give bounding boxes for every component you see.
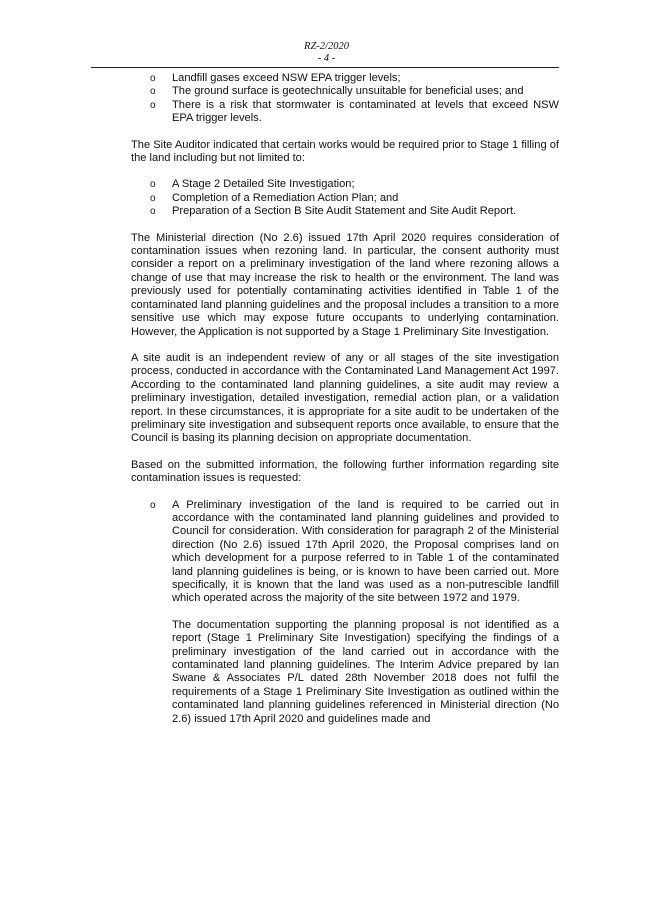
paragraph-information-request: Based on the submitted information, the following further information regarding site contamination issues is requested: <box>131 458 559 485</box>
list-item-text: A Preliminary investigation of the land is required to be carried out in accordance with the contaminated land planning guidelines and provided to Council for consideration. With consideration for paragraph 2 of the Ministerial direction (No 2.6) issued 17th April 2020, the Proposal comprises land on which development for a purpose referred to in Table 1 of the contaminated land planning guidelines is being, or is known to have been carried out. More specifically, it is known that the land was used as a non-putrescible landfill which operated across the majority of the site between 1972 and 1979. <box>172 498 559 605</box>
paragraph-ministerial-direction: The Ministerial direction (No 2.6) issued 17th April 2020 requires consideration of contamination issues when rezoning land. In particular, the consent authority must consider a report on a preliminary investigation of the land where rezoning allows a change of use that may increase the risk to health or the environment. The land was previously used for potentially contaminating activities identified in Table 1 of the contaminated land planning guidelines and the proposal includes a transition to a more sensitive use which may expose future occupants to underlying contamination. However, the Application is not supported by a Stage 1 Preliminary Site Investigation. <box>131 231 559 338</box>
list-item-text: There is a risk that stormwater is contaminated at levels that exceed NSW EPA trigger levels. <box>172 98 559 125</box>
list-item-text: Landfill gases exceed NSW EPA trigger levels; <box>172 72 401 84</box>
list-item-text: Completion of a Remediation Action Plan; and <box>172 191 399 204</box>
bullet-marker: o <box>150 499 156 511</box>
header-divider <box>91 67 559 68</box>
list-item-text: The ground surface is geotechnically unsuitable for beneficial uses; and <box>172 85 524 98</box>
bullet-marker: o <box>150 86 156 98</box>
bullet-marker: o <box>150 206 156 218</box>
bullet-list-audit-findings <box>131 72 559 126</box>
list-item <box>131 85 559 98</box>
list-item <box>131 192 559 205</box>
paragraph-site-auditor: The Site Auditor indicated that certain works would be required prior to Stage 1 filling of the land including but not limited to: <box>131 138 559 165</box>
bullet-list-requests <box>131 499 559 606</box>
list-item <box>131 178 559 191</box>
list-item <box>131 499 559 606</box>
document-body <box>131 72 559 739</box>
header-reference: RZ-2/2020 <box>304 41 349 52</box>
bullet-marker: o <box>150 192 156 204</box>
list-item <box>131 205 559 218</box>
bullet-list-required-works <box>131 178 559 218</box>
list-item-text: A Stage 2 Detailed Site Investigation; <box>172 178 355 191</box>
bullet-marker: o <box>150 99 156 111</box>
bullet-marker: o <box>150 179 156 191</box>
list-item <box>131 99 559 126</box>
paragraph-site-audit: A site audit is an independent review of any or all stages of the site investigation process, conducted in accordance with the Contaminated Land Management Act 1997. According to the contaminated land planning guidelines, a site audit may review a preliminary investigation, detailed investigation, remedial action plan, or a validation report. In these circumstances, it is appropriate for a site audit to be undertaken of the preliminary site investigation and subsequent reports once available, to ensure that the Council is basing its planning decision on appropriate documentation. <box>131 351 559 445</box>
bullet-marker: o <box>150 73 156 84</box>
header-page-number: - 4 - <box>317 53 336 64</box>
list-item-text: Preparation of a Section B Site Audit Statement and Site Audit Report. <box>172 205 517 218</box>
list-item <box>131 72 559 85</box>
paragraph-documentation-supporting: The documentation supporting the planning proposal is not identified as a report (Stage 1 Preliminary Site Investigation) specifying the findings of a preliminary investigation of the land carried out in accordance with the contaminated land planning guidelines. The Interim Advice prepared by Ian Swane & Associates P/L dated 28th November 2018 does not fulfil the requirements of a Stage 1 Preliminary Site Investigation as outlined within the contaminated land planning guidelines referenced in Ministerial direction (No 2.6) issued 17th April 2020 and guidelines made and <box>172 618 559 725</box>
